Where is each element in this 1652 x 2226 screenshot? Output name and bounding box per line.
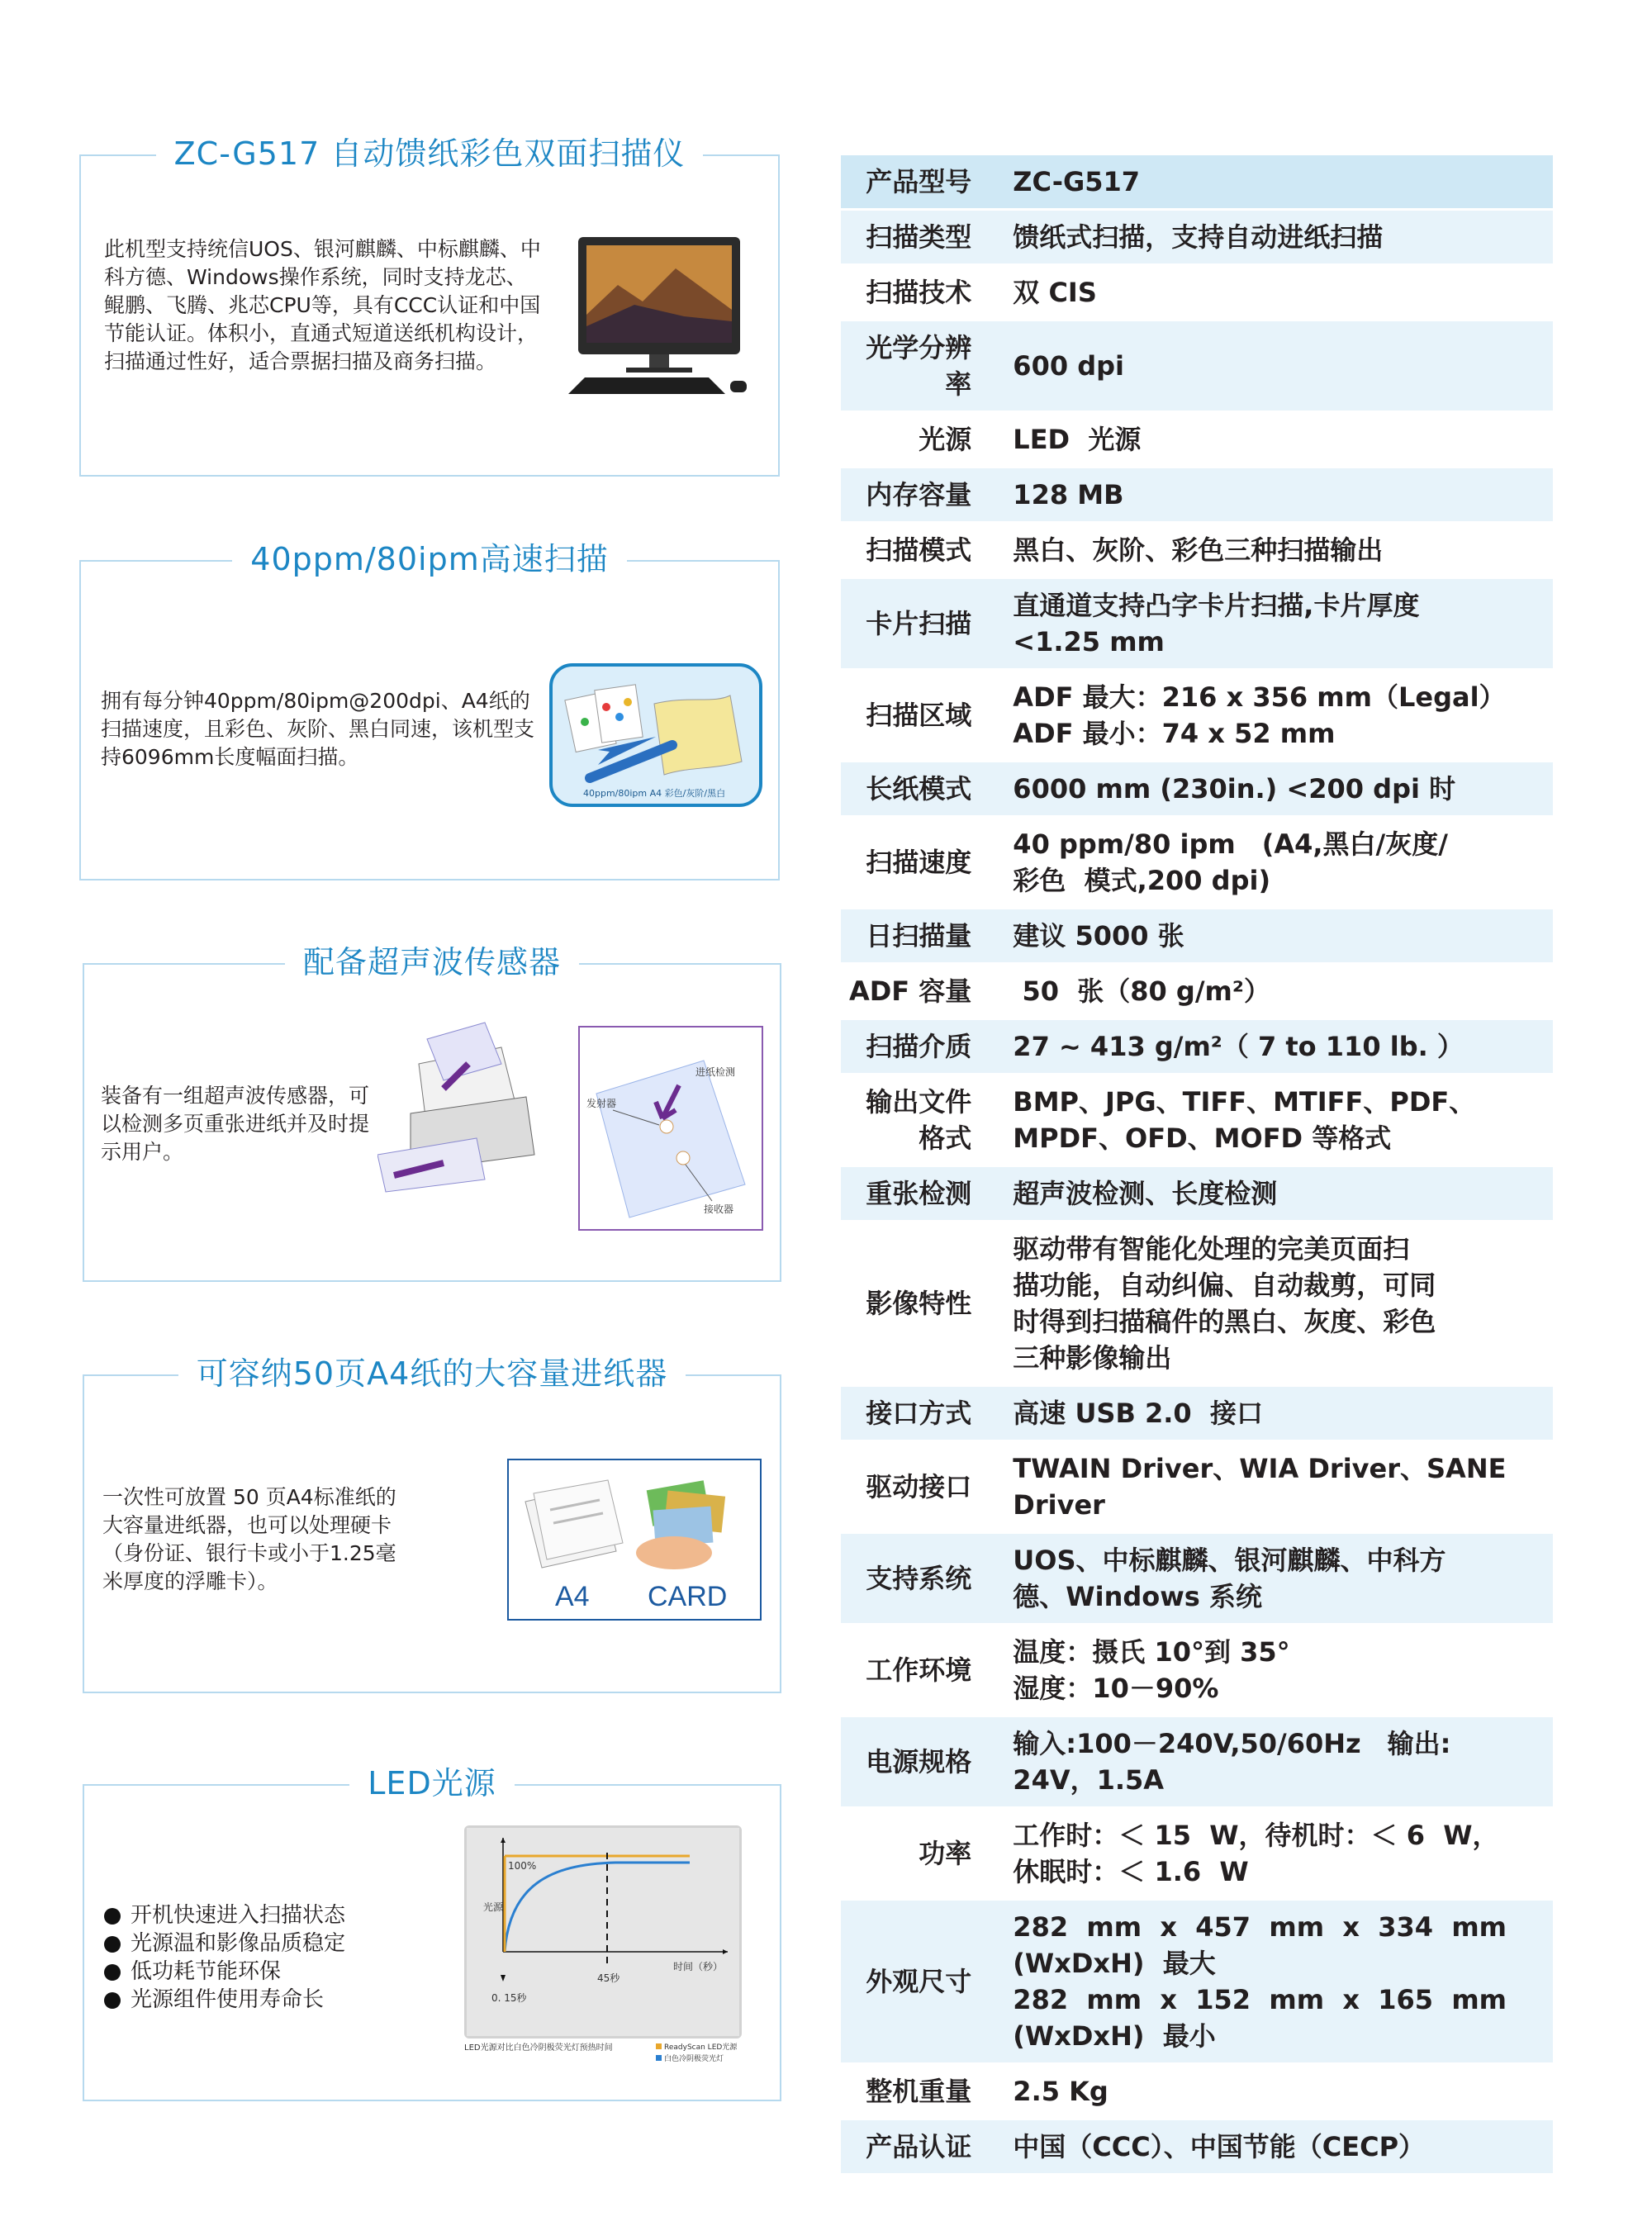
chart-y-label: 光源 <box>483 1901 504 1913</box>
spec-value-line: 三种影像输出 <box>1013 1342 1172 1374</box>
spec-label-line: 长纸模式 <box>866 773 972 804</box>
spec-row <box>841 524 1553 577</box>
label-a4: A4 <box>555 1581 590 1612</box>
spec-value <box>1013 1809 1553 1898</box>
spec-value-line: 6000 mm (230in.) <200 dpi 时 <box>1013 773 1456 804</box>
spec-value <box>1013 1626 1553 1715</box>
feature-text: 一次性可放置 50 页A4标准纸的大容量进纸器，也可以处理硬卡（身份证、银行卡或小于1.25毫米厚度的浮雕卡）。 <box>102 1485 396 1593</box>
label-receiver: 接收器 <box>704 1203 734 1215</box>
spec-row <box>841 1222 1553 1384</box>
feeder-image <box>507 1459 762 1621</box>
bullet-item: 低功耗节能环保 <box>102 1958 345 1986</box>
spec-value-line: 高速 USB 2.0 接口 <box>1013 1398 1263 1429</box>
spec-value-line: 中国（CCC）、中国节能（CECP） <box>1013 2131 1426 2162</box>
spec-value <box>1013 818 1553 907</box>
spec-value-line: Driver <box>1013 1489 1105 1521</box>
spec-value-line: UOS、中标麒麟、银河麒麟、中科方 <box>1013 1545 1446 1576</box>
spec-label <box>841 909 1013 962</box>
spec-label <box>841 762 1013 815</box>
feature-text: 拥有每分钟40ppm/80ipm@200dpi、A4纸的扫描速度，且彩色、灰阶、黑白同速，该机型支持6096mm长度幅面扫描。 <box>101 689 535 769</box>
spec-row <box>841 579 1553 668</box>
feature-box-ultrasonic <box>83 944 781 1282</box>
spec-row <box>841 1626 1553 1715</box>
spec-value-line: (WxDxH) 最小 <box>1013 2020 1216 2052</box>
spec-value-line: 282 mm x 152 mm x 165 mm <box>1013 1984 1507 2015</box>
spec-row <box>841 1534 1553 1623</box>
spec-label <box>841 1167 1013 1220</box>
bullet-item: 开机快速进入扫描状态 <box>102 1901 345 1929</box>
spec-row <box>841 1717 1553 1806</box>
spec-row <box>841 909 1553 962</box>
spec-value-line: <1.25 mm <box>1013 626 1165 657</box>
spec-value-line: 驱动带有智能化处理的完美页面扫 <box>1013 1233 1410 1265</box>
spec-value-line: 建议 5000 张 <box>1013 920 1184 952</box>
spec-value <box>1013 1534 1553 1623</box>
spec-value <box>1013 1222 1553 1384</box>
feature-text: 此机型支持统信UOS、银河麒麟、中标麒麟、中科方德、Windows操作系统，同时支持龙芯、鲲鹏、飞腾、兆芯CPU等，具有CCC认证和中国节能认证。体积小，直通式短道送纸机构设计，扫描通过性好，适合票据扫描及商务扫描。 <box>104 237 541 373</box>
spec-label-line: 扫描模式 <box>866 534 972 566</box>
chart-note: LED光源对比白色冷阴极荧光灯预热时间 <box>464 2043 613 2053</box>
label-card: CARD <box>648 1581 728 1612</box>
spec-value-line: 2.5 Kg <box>1013 2076 1108 2107</box>
spec-label-line: 日扫描量 <box>866 920 972 952</box>
spec-value-line: 输入:100－240V,50/60Hz 输出: <box>1013 1728 1451 1759</box>
spec-label <box>841 155 1013 208</box>
spec-value-line: 工作时：＜ 15 W，待机时：＜ 6 W， <box>1013 1820 1499 1851</box>
spec-label-line: 扫描类型 <box>866 221 972 253</box>
spec-label <box>841 413 1013 466</box>
spec-value <box>1013 1901 1553 2062</box>
spec-row <box>841 1901 1553 2062</box>
spec-value <box>1013 762 1553 815</box>
spec-label-line: 扫描技术 <box>866 277 972 308</box>
spec-label <box>841 266 1013 319</box>
spec-value-line: LED 光源 <box>1013 424 1142 455</box>
spec-row <box>841 155 1553 208</box>
computer-image <box>568 235 750 401</box>
spec-label-line: ADF 容量 <box>848 975 972 1007</box>
spec-value <box>1013 266 1553 319</box>
speed-image <box>548 662 763 808</box>
spec-label <box>841 671 1013 760</box>
speed-badge: 40ppm/80ipm A4 彩色/灰阶/黑白 <box>583 788 726 799</box>
spec-label <box>841 1534 1013 1623</box>
spec-row <box>841 2120 1553 2173</box>
spec-label-line: 扫描介质 <box>866 1031 972 1062</box>
spec-row <box>841 2065 1553 2118</box>
spec-label-line: 光源 <box>919 424 972 455</box>
spec-value-line: 50 张（80 g/m²） <box>1013 975 1270 1007</box>
spec-value <box>1013 524 1553 577</box>
spec-row <box>841 671 1553 760</box>
feature-box-speed <box>79 541 780 880</box>
spec-value <box>1013 965 1553 1018</box>
spec-value <box>1013 1167 1553 1220</box>
spec-value-line: TWAIN Driver、WIA Driver、SANE <box>1013 1453 1507 1484</box>
spec-value <box>1013 1075 1553 1165</box>
sensor-diagram <box>578 1026 763 1231</box>
spec-label-line: 格式 <box>919 1122 972 1154</box>
spec-row <box>841 1809 1553 1898</box>
spec-row <box>841 468 1553 521</box>
spec-row <box>841 211 1553 263</box>
spec-value-line: 40 ppm/80 ipm (A4,黑白/灰度/ <box>1013 828 1448 860</box>
spec-label-line: 工作环境 <box>866 1654 972 1686</box>
label-detect: 进纸检测 <box>695 1066 736 1078</box>
spec-value-line: 27 ~ 413 g/m²（ 7 to 110 lb. ） <box>1013 1031 1464 1062</box>
spec-value-line: ZC-G517 <box>1013 166 1141 197</box>
spec-value <box>1013 211 1553 263</box>
spec-row <box>841 1020 1553 1073</box>
spec-label <box>841 211 1013 263</box>
spec-label <box>841 2065 1013 2118</box>
spec-value <box>1013 1442 1553 1531</box>
bullet-item: 光源温和影像品质稳定 <box>102 1929 345 1958</box>
spec-value <box>1013 468 1553 521</box>
spec-label <box>841 579 1013 668</box>
spec-label <box>841 468 1013 521</box>
spec-label-line: 接口方式 <box>866 1398 972 1429</box>
spec-label-line: 产品型号 <box>866 166 972 197</box>
feature-box-feeder <box>83 1355 781 1693</box>
feature-title: 40ppm/80ipm高速扫描 <box>232 541 626 577</box>
spec-value-line: MPDF、OFD、MOFD 等格式 <box>1013 1122 1392 1154</box>
feature-title: LED光源 <box>349 1765 514 1801</box>
spec-label-line: 扫描区域 <box>866 700 972 731</box>
spec-row <box>841 266 1553 319</box>
spec-label <box>841 524 1013 577</box>
spec-value-line: 双 CIS <box>1013 277 1097 308</box>
spec-value <box>1013 2065 1553 2118</box>
spec-value <box>1013 1387 1553 1440</box>
spec-label-line: 产品认证 <box>866 2131 972 2162</box>
spec-label-line: 功率 <box>919 1838 972 1869</box>
spec-label <box>841 1626 1013 1715</box>
spec-value-line: 休眠时：＜ 1.6 W <box>1013 1856 1249 1887</box>
spec-value-line: 128 MB <box>1013 479 1124 510</box>
feature-text: 装备有一组超声波传感器，可以检测多页重张进纸并及时提示用户。 <box>101 1084 370 1164</box>
spec-label-line: 影像特性 <box>866 1288 972 1319</box>
spec-label-line: 电源规格 <box>866 1746 972 1777</box>
spec-value-line: 600 dpi <box>1013 350 1125 382</box>
spec-value-line: BMP、JPG、TIFF、MTIFF、PDF、 <box>1013 1086 1476 1118</box>
chart-x-mark-45: 45秒 <box>597 1972 620 1984</box>
spec-label <box>841 1020 1013 1073</box>
spec-value-line: 超声波检测、长度检测 <box>1013 1178 1278 1209</box>
legend-led: ReadyScan LED光源 <box>664 2043 738 2052</box>
spec-label <box>841 1222 1013 1384</box>
spec-label <box>841 1075 1013 1165</box>
spec-value <box>1013 671 1553 760</box>
spec-value-line: ADF 最小：74 x 52 mm <box>1013 718 1336 749</box>
feature-title: 可容纳50页A4纸的大容量进纸器 <box>178 1355 686 1392</box>
feature-box-led <box>83 1765 781 2101</box>
spec-value-line: 湿度：10－90% <box>1013 1673 1219 1704</box>
spec-row <box>841 965 1553 1018</box>
spec-row <box>841 1167 1553 1220</box>
spec-value <box>1013 413 1553 466</box>
chart-x-label: 时间（秒） <box>673 1961 724 1972</box>
spec-label-line: 驱动接口 <box>866 1471 972 1502</box>
spec-label-line: 外观尺寸 <box>866 1966 972 1997</box>
spec-row <box>841 1075 1553 1165</box>
spec-label <box>841 2120 1013 2173</box>
label-emitter: 发射器 <box>586 1098 617 1109</box>
spec-value-line: 馈纸式扫描，支持自动进纸扫描 <box>1013 221 1384 253</box>
spec-value <box>1013 909 1553 962</box>
spec-label <box>841 1717 1013 1806</box>
spec-label-line: 重张检测 <box>866 1178 972 1209</box>
spec-value-line: 德、Windows 系统 <box>1013 1581 1262 1612</box>
spec-label-line: 卡片扫描 <box>866 608 972 639</box>
led-bullet-list <box>102 1901 345 2014</box>
spec-label-line: 输出文件 <box>866 1086 972 1118</box>
spec-value-line: 彩色 模式,200 dpi) <box>1013 865 1271 896</box>
spec-label-line: 光学分辨率 <box>866 332 972 400</box>
spec-row <box>841 1442 1553 1531</box>
spec-label <box>841 1387 1013 1440</box>
spec-label <box>841 1901 1013 2062</box>
spec-row <box>841 321 1553 411</box>
spec-value <box>1013 321 1553 411</box>
spec-label <box>841 818 1013 907</box>
spec-value-line: 282 mm x 457 mm x 334 mm <box>1013 1911 1507 1943</box>
spec-value-line: 黑白、灰阶、彩色三种扫描输出 <box>1013 534 1384 566</box>
spec-row <box>841 818 1553 907</box>
spec-label <box>841 321 1013 411</box>
spec-value <box>1013 2120 1553 2173</box>
spec-value-line: (WxDxH) 最大 <box>1013 1948 1216 1979</box>
spec-value-line: 描功能，自动纠偏、自动裁剪，可同 <box>1013 1270 1436 1301</box>
spec-label <box>841 965 1013 1018</box>
spec-value-line: 温度：摄氏 10°到 35° <box>1013 1636 1290 1668</box>
scanner-illustration <box>377 1014 559 1196</box>
chart-x-mark-start: 0. 15秒 <box>491 1992 527 2004</box>
spec-value-line: 24V，1.5A <box>1013 1764 1165 1796</box>
spec-value-line: 时得到扫描稿件的黑白、灰度、彩色 <box>1013 1306 1436 1337</box>
spec-label-line: 扫描速度 <box>866 847 972 878</box>
spec-label <box>841 1809 1013 1898</box>
spec-row <box>841 762 1553 815</box>
legend-ccfl: 白色冷阴极荧光灯 <box>664 2055 724 2063</box>
spec-label-line: 内存容量 <box>866 479 972 510</box>
spec-row <box>841 1387 1553 1440</box>
spec-value <box>1013 579 1553 668</box>
chart-caption <box>464 2039 745 2072</box>
spec-value <box>1013 1020 1553 1073</box>
feature-box-scanner <box>79 135 780 477</box>
spec-value <box>1013 1717 1553 1806</box>
bullet-item: 光源组件使用寿命长 <box>102 1986 345 2014</box>
feature-title: ZC-G517 自动馈纸彩色双面扫描仪 <box>156 135 704 172</box>
spec-value-line: 直通道支持凸字卡片扫描,卡片厚度 <box>1013 590 1420 621</box>
feature-title: 配备超声波传感器 <box>285 944 579 980</box>
spec-table <box>841 153 1553 2176</box>
chart-y-tick: 100% <box>508 1860 537 1872</box>
spec-label <box>841 1442 1013 1531</box>
spec-value-line: ADF 最大：216 x 356 mm（Legal） <box>1013 681 1506 713</box>
warmup-chart <box>464 1825 742 2039</box>
spec-row <box>841 413 1553 466</box>
spec-label-line: 整机重量 <box>866 2076 972 2107</box>
spec-value <box>1013 155 1553 208</box>
spec-label-line: 支持系统 <box>866 1563 972 1594</box>
